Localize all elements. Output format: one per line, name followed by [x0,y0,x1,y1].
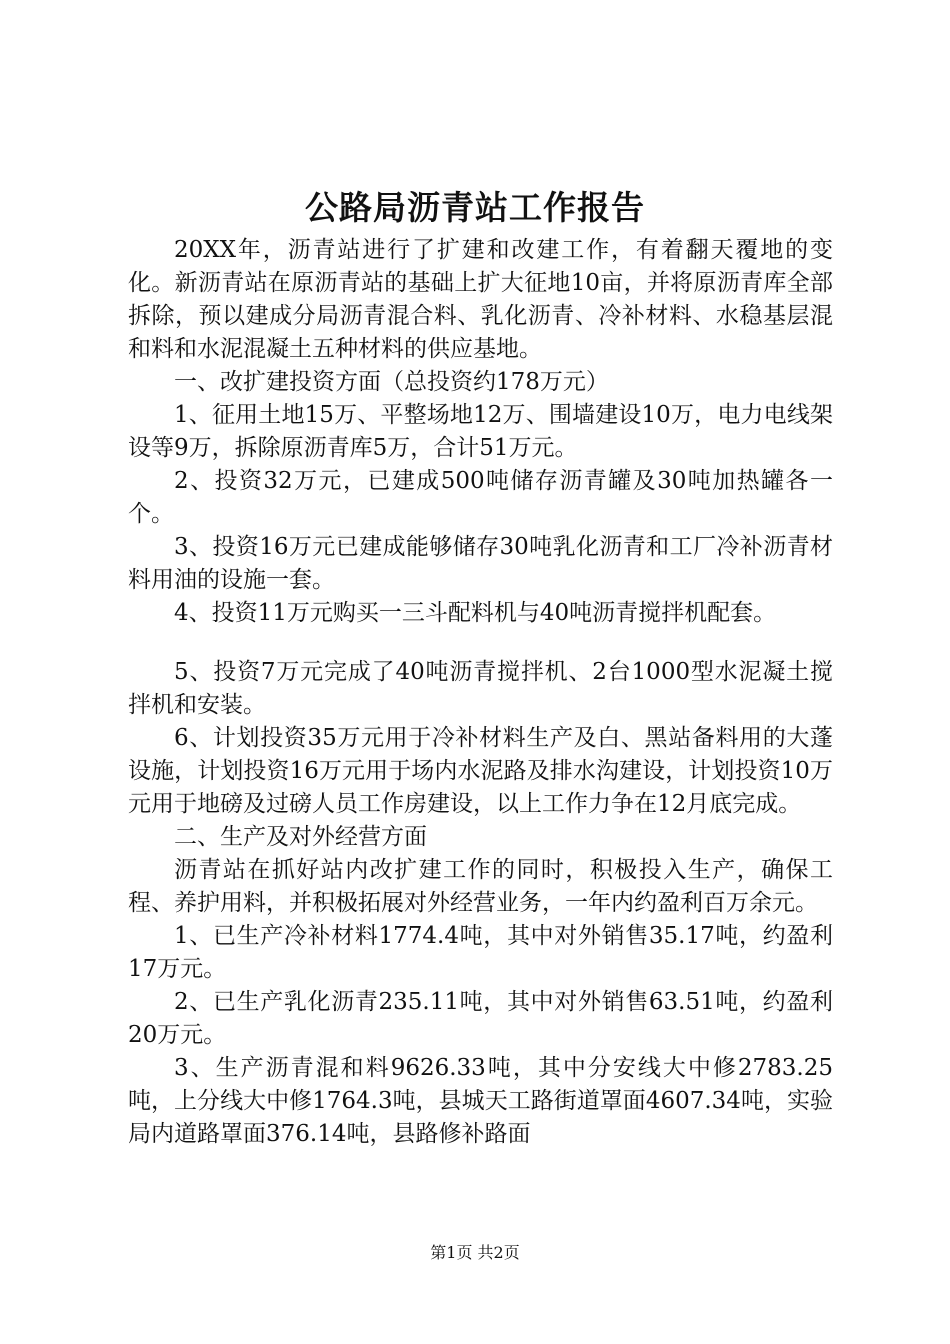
document-title: 公路局沥青站工作报告 [305,188,645,227]
paragraph-item-5: 5、投资7万元完成了40吨沥青搅拌机、2台1000型水泥凝土搅拌机和安装。 [128,659,833,718]
section-heading-production: 二、生产及对外经营方面 [174,824,427,850]
document-body [128,234,833,1151]
paragraph-production-summary: 沥青站在抓好站内改扩建工作的同时，积极投入生产，确保工程、养护用料，并积极拓展对外经营业务，一年内约盈利百万余元。 [128,857,833,916]
paragraph-item-4: 4、投资11万元购买一三斗配料机与40吨沥青搅拌机配套。 [174,600,777,626]
paragraph-item-3: 3、投资16万元已建成能够储存30吨乳化沥青和工厂冷补沥青材料用油的设施一套。 [128,534,833,593]
paragraph-intro: 20XX年，沥青站进行了扩建和改建工作，有着翻天覆地的变化。新沥青站在原沥青站的基础上扩大征地10亩，并将原沥青库全部拆除，预以建成分局沥青混合料、乳化沥青、冷补材料、水稳基层混和料和水泥混凝土五种材料的供应基地。 [128,237,833,362]
paragraph-production-3: 3、生产沥青混和料9626.33吨，其中分安线大中修2783.25吨，上分线大中修1764.3吨，县城天工路街道罩面4607.34吨，实验局内道路罩面376.14吨，县路修补路面 [128,1055,833,1147]
paragraph-item-2: 2、投资32万元，已建成500吨储存沥青罐及30吨加热罐各一个。 [128,468,833,527]
paragraph-production-1: 1、已生产冷补材料1774.4吨，其中对外销售35.17吨，约盈利17万元。 [128,923,833,982]
paragraph-item-6: 6、计划投资35万元用于冷补材料生产及白、黑站备料用的大蓬设施，计划投资16万元用于场内水泥路及排水沟建设，计划投资10万元用于地磅及过磅人员工作房建设，以上工作力争在12月底完成。 [128,725,833,817]
paragraph-item-1: 1、征用土地15万、平整场地12万、围墙建设10万，电力电线架设等9万，拆除原沥青库5万，合计51万元。 [128,402,833,461]
paragraph-production-2: 2、已生产乳化沥青235.11吨，其中对外销售63.51吨，约盈利20万元。 [128,989,833,1048]
paragraph-spacer [128,630,833,656]
section-heading-investment: 一、改扩建投资方面（总投资约178万元） [174,369,609,395]
page-number-footer: 第1页 共2页 [430,1243,520,1262]
